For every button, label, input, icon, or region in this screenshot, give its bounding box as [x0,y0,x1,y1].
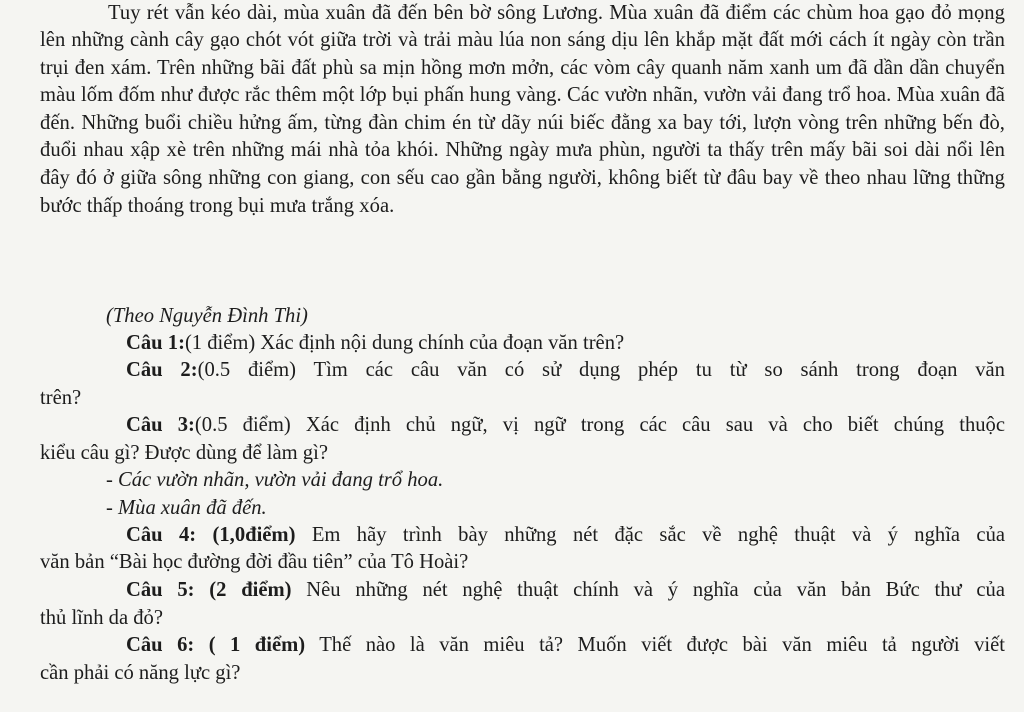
question-2-continuation: trên? [40,387,82,409]
question-1-points: (1 điểm) [184,332,256,354]
question-2-text: Tìm các câu văn có sử dụng phép tu từ so sánh trong đoạn văn [296,359,1005,381]
question-2 [126,357,1005,385]
question-3-points: (0.5 điểm) [194,414,291,436]
question-6-label: Câu 6: ( 1 điểm) [126,634,306,656]
question-6-continuation: cần phải có năng lực gì? [40,662,241,684]
question-2-label: Câu 2: [126,359,198,381]
question-1-label: Câu 1: [126,332,185,354]
passage-paragraph: Tuy rét vẫn kéo dài, mùa xuân đã đến bên bờ sông Lương. Mùa xuân đã điểm các chùm hoa gạo đỏ mọng lên những cành cây gạo chót vót giữa trời và trải màu lúa non sáng dịu lên khắp mặt đất mới cách ít ngày còn trần trụi đen xám. Trên những bãi đất phù sa mịn hồng mơn mởn, các vòm cây quanh năm xanh um đã dần dần chuyển màu lốm đốm như được rắc thêm một lớp bụi phấn hung vàng. Các vườn nhãn, vườn vải đang trổ hoa. Mùa xuân đã đến. Những buổi chiều hửng ấm, từng đàn chim én từ dãy núi biếc đằng xa bay tới, lượn vòng trên những bến đò, đuổi nhau xập xè trên những mái nhà tỏa khói. Những ngày mưa phùn, người ta thấy trên mấy bãi soi dài nổi lên đây đó ở giữa sông những con giang, con sếu cao gần bằng người, không biết từ đâu bay về theo nhau lững thững bước thấp thoáng trong bụi mưa trắng xóa. [40,1,1005,217]
question-2-points: (0.5 điểm) [197,359,297,381]
question-5-continuation: thủ lĩnh da đỏ? [40,607,163,629]
source-citation: (Theo Nguyễn Đình Thi) [106,305,308,327]
example-sentence-2: - Mùa xuân đã đến. [106,497,267,519]
example-sentence-1: - Các vườn nhãn, vườn vải đang trổ hoa. [106,469,444,491]
question-3-continuation: kiểu câu gì? Được dùng để làm gì? [40,442,328,464]
question-4-continuation: văn bản “Bài học đường đời đầu tiên” của Tô Hoài? [40,551,469,573]
question-5-text: Nêu những nét nghệ thuật chính và ý nghĩa của văn bản Bức thư của [291,579,1005,601]
question-3 [126,412,1005,440]
question-5 [126,577,1005,605]
question-3-text: Xác định chủ ngữ, vị ngữ trong các câu sau và cho biết chúng thuộc [290,414,1005,436]
question-6-text: Thế nào là văn miêu tả? Muốn viết được bài văn miêu tả người viết [305,634,1005,656]
question-5-label: Câu 5: (2 điểm) [126,579,292,601]
question-4-text: Em hãy trình bày những nét đặc sắc về nghệ thuật và ý nghĩa của [295,524,1006,546]
question-1 [126,330,624,358]
question-4 [126,522,1005,550]
question-1-text: Xác định nội dung chính của đoạn văn trên? [255,332,625,354]
question-3-label: Câu 3: [126,414,195,436]
question-4-label: Câu 4: (1,0điểm) [126,524,296,546]
question-6 [126,632,1005,660]
